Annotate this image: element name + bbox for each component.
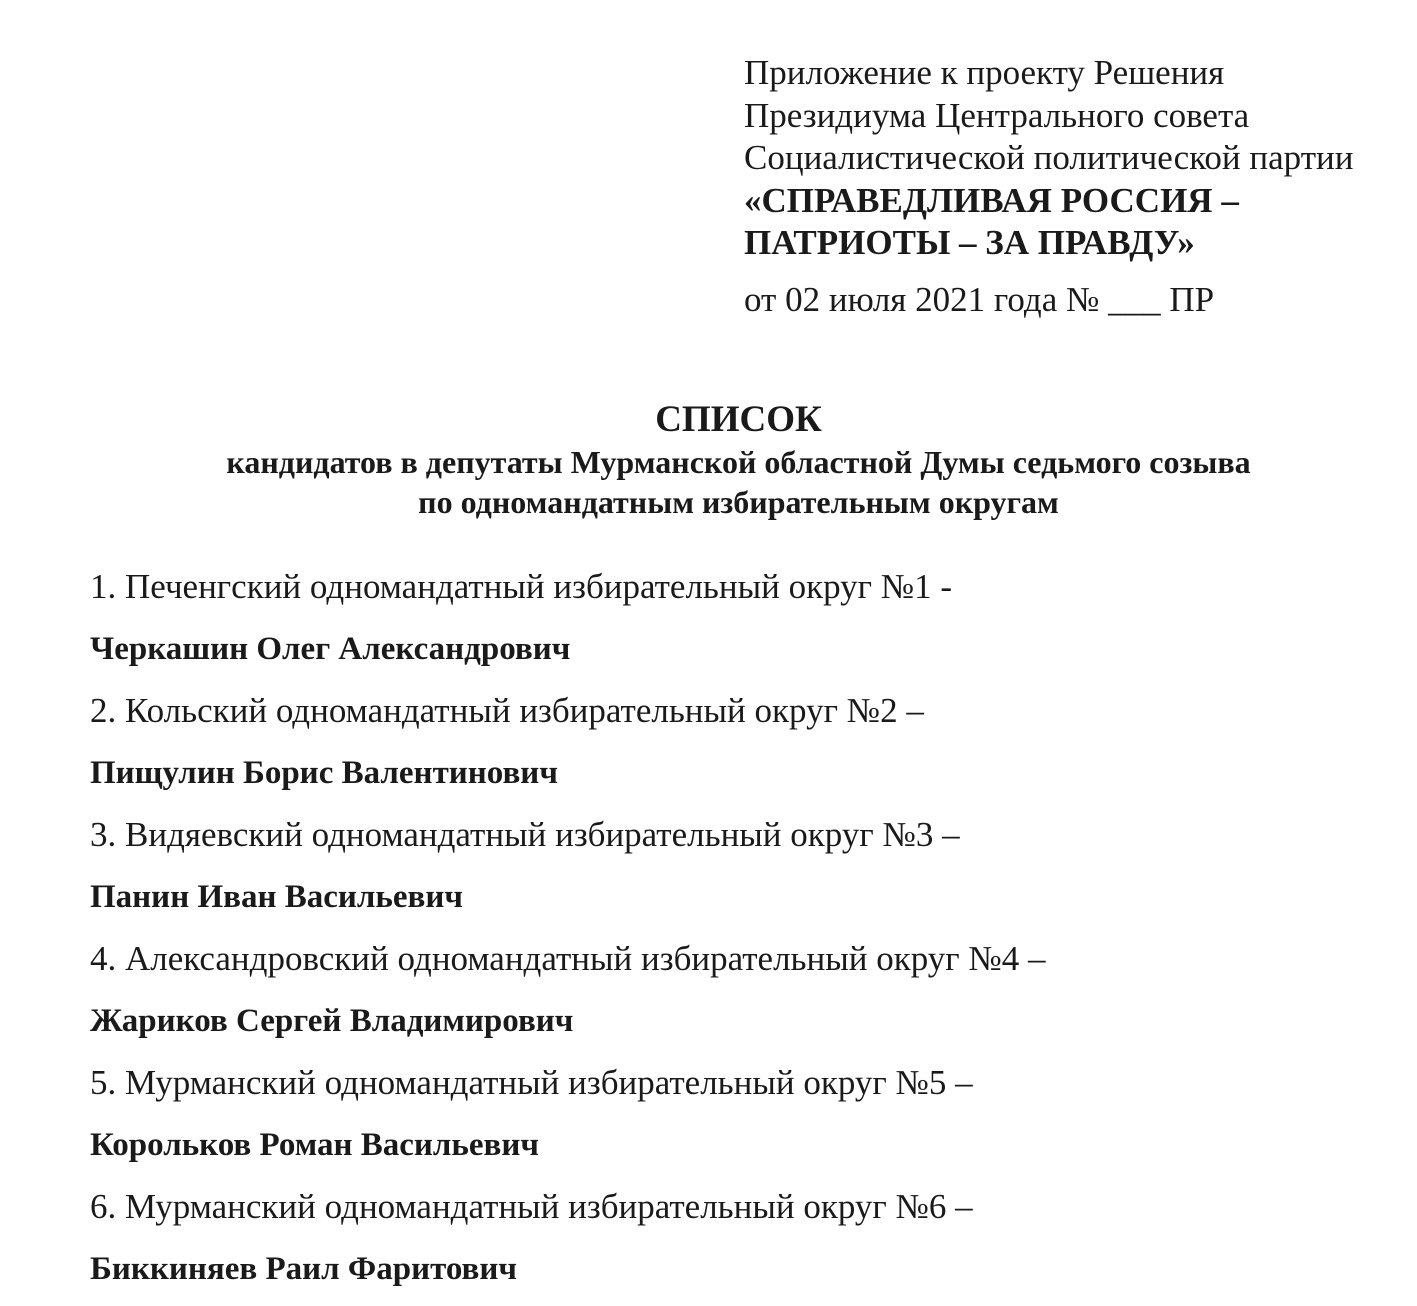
district-1: 1. Печенгский одномандатный избирательный округ №1 -	[90, 567, 953, 606]
party-name-line-2: ПАТРИОТЫ – ЗА ПРАВДУ»	[744, 223, 1195, 262]
appendix-line-1: Приложение к проекту Решения	[744, 53, 1225, 92]
candidate-5: Корольков Роман Васильевич	[90, 1127, 539, 1163]
appendix-header	[744, 52, 1404, 321]
document-subtitle-line-1: кандидатов в депутаты Мурманской областной Думы седьмого созыва	[226, 444, 1251, 480]
party-name-line-1: «СПРАВЕДЛИВАЯ РОССИЯ –	[744, 180, 1239, 220]
candidate-6: Биккиняев Раил Фаритович	[90, 1251, 518, 1287]
district-5: 5. Мурманский одномандатный избирательный округ №5 –	[90, 1063, 973, 1102]
district-6: 6. Мурманский одномандатный избирательный округ №6 –	[90, 1187, 973, 1226]
decision-date: от 02 июля 2021 года № ___ ПР	[744, 279, 1215, 319]
appendix-line-2: Президиума Центрального совета	[744, 95, 1250, 135]
appendix-line-3: Социалистической политической партии	[744, 138, 1354, 177]
candidate-4: Жариков Сергей Владимирович	[90, 1003, 574, 1039]
district-3: 3. Видяевский одномандатный избирательный округ №3 –	[90, 815, 960, 854]
district-2: 2. Кольский одномандатный избирательный округ №2 –	[90, 691, 924, 730]
district-4: 4. Александровский одномандатный избирательный округ №4 –	[90, 939, 1046, 978]
candidate-2: Пищулин Борис Валентинович	[90, 755, 558, 791]
document-subtitle-line-2: по одномандатным избирательным округам	[418, 484, 1059, 520]
candidate-3: Панин Иван Васильевич	[90, 879, 463, 915]
document-title: СПИСОК	[655, 399, 822, 440]
candidate-list	[90, 562, 1370, 1306]
document-heading	[0, 398, 1417, 522]
candidate-1: Черкашин Олег Александрович	[90, 631, 571, 667]
